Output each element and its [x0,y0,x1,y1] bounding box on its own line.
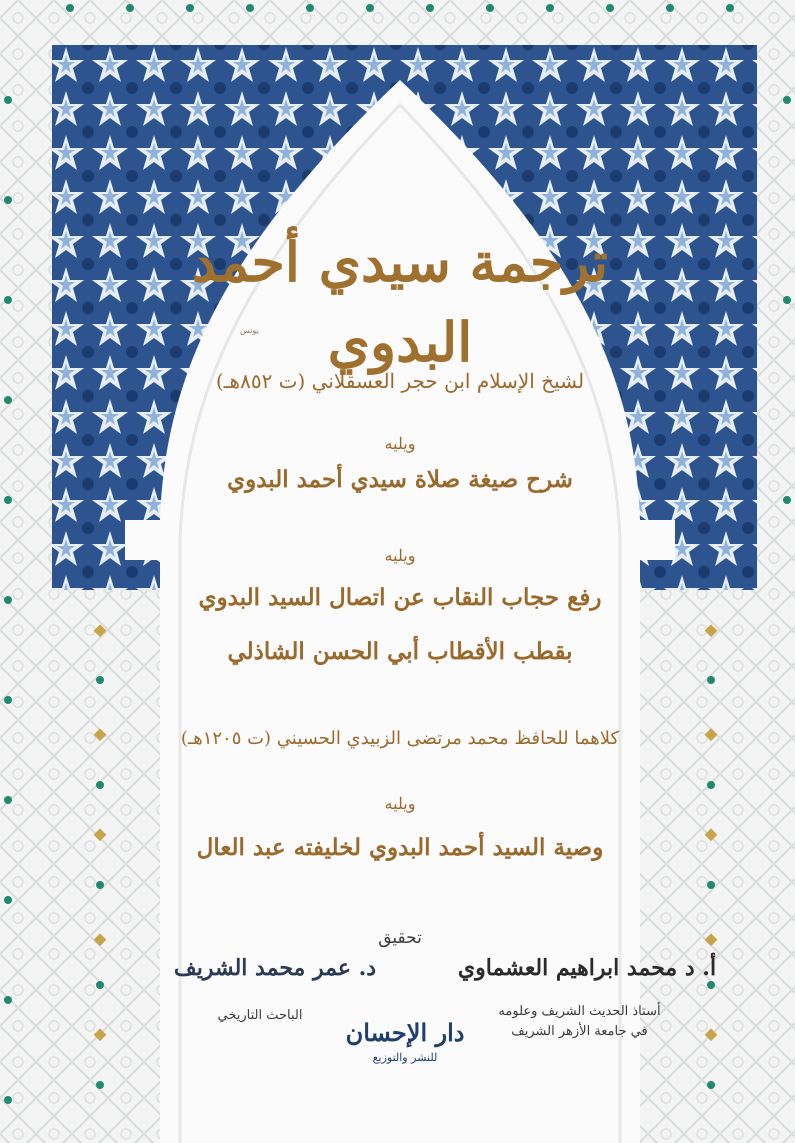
editor-2-description: الباحث التاريخي [217,1008,303,1023]
work-4-title: وصية السيد أحمد البدوي لخليفته عبد العال [196,834,604,861]
work-2-title: شرح صيغة صلاة سيدي أحمد البدوي [227,466,573,493]
calligrapher-signature: يونس [240,326,259,335]
editor-1-description [452,1002,707,1042]
book-subtitle: لشيخ الإسلام ابن حجر العسقلاني (ت ٨٥٢هـ) [215,369,585,393]
follow-label-2: ويليه [384,546,416,565]
editor-1-desc-line-2: في جامعة الأزهر الشريف [511,1024,648,1039]
work-3-title-line-1: رفع حجاب النقاب عن اتصال السيد البدوي [198,584,602,611]
editor-1-desc-line-1: أستاذ الحديث الشريف وعلومه [498,1004,661,1019]
editor-2-name: د. عمر محمد الشريف [173,955,377,981]
publisher-name: دار الإحسان [345,1018,465,1047]
publisher-logo [340,1015,470,1095]
work-3-title-line-2: بقطب الأقطاب أبي الحسن الشاذلي [227,638,573,665]
edited-by-label: تحقيق [378,928,422,948]
follow-label-3: ويليه [384,794,416,813]
editor-1-name: أ. د محمد ابراهيم العشماوي [457,955,717,981]
follow-label-1: ويليه [384,434,416,453]
authors-note: كلاهما للحافظ محمد مرتضى الزبيدي الحسيني (ت ١٢٠٥هـ) [180,728,620,749]
publisher-tagline: للنشر والتوزيع [372,1051,438,1064]
book-title: ترجمة سيدي أحمد البدوي [191,230,609,374]
